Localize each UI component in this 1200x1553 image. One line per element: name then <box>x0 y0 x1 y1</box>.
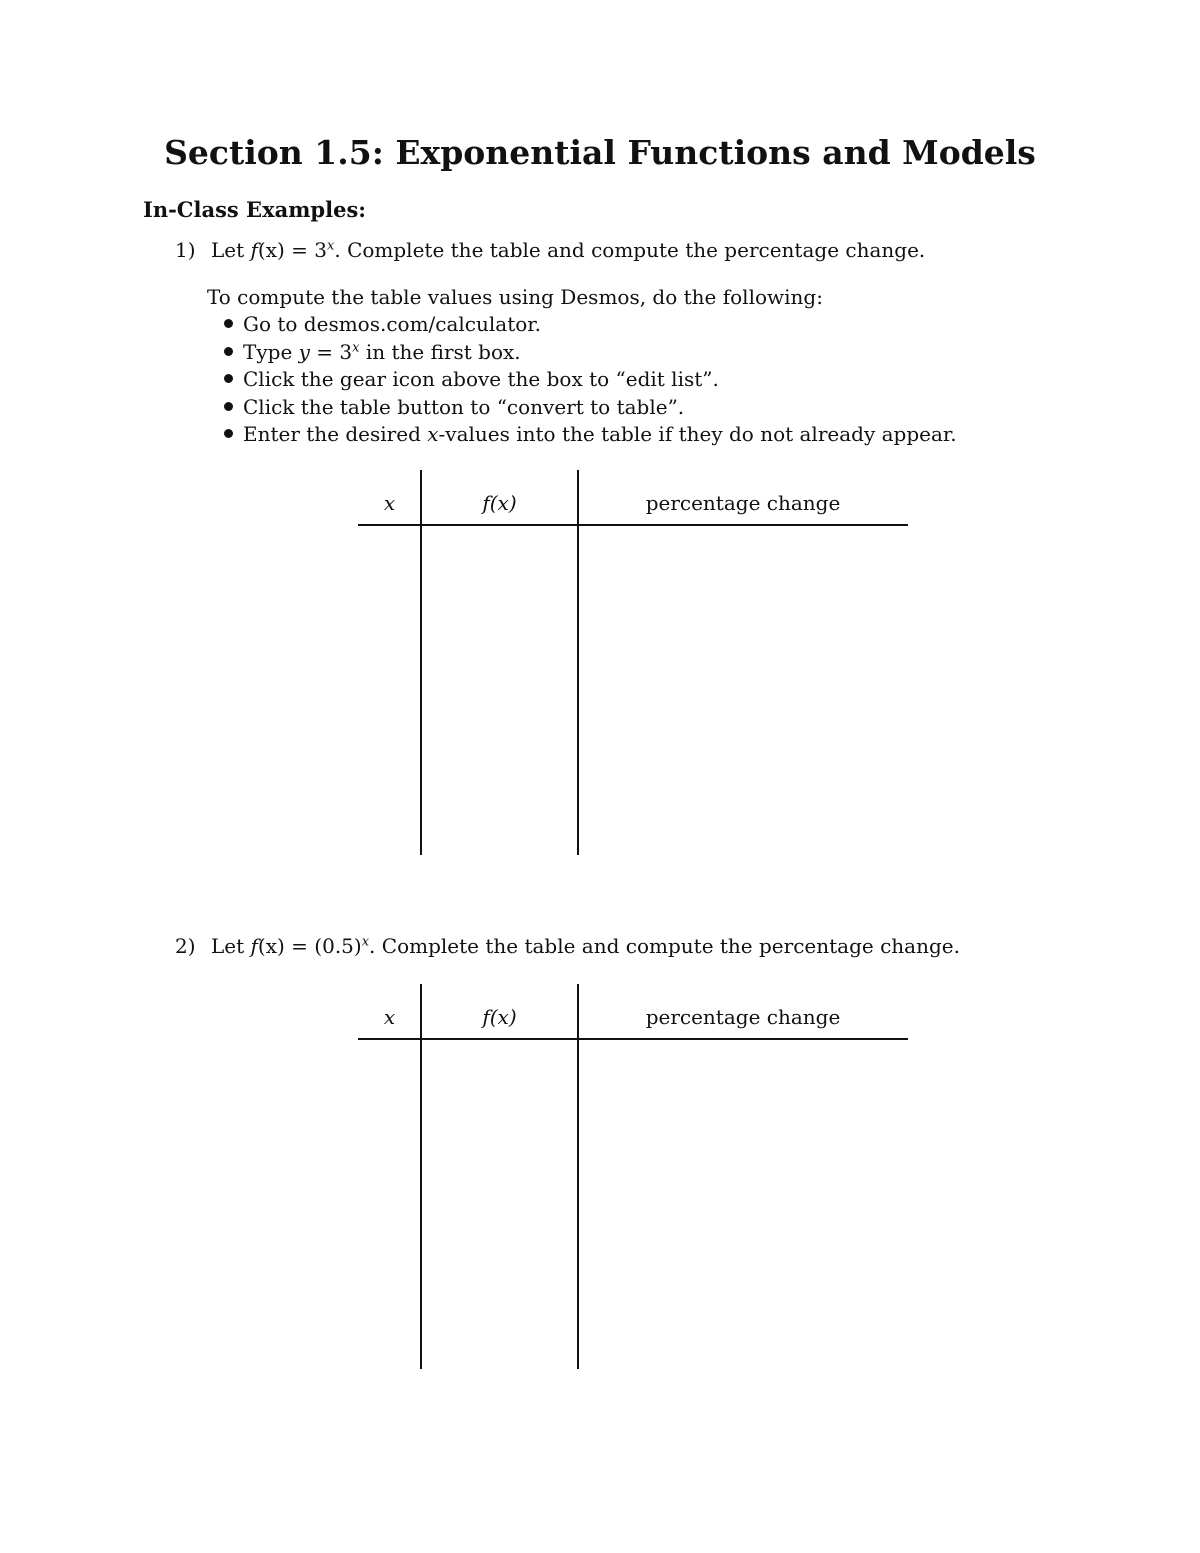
header-rule <box>358 524 908 526</box>
column-divider <box>420 984 422 1369</box>
bullet-icon <box>224 374 233 383</box>
header-fx: f(x) <box>482 491 517 515</box>
header-fx: f(x) <box>482 1005 517 1029</box>
problem-number: 2) <box>175 934 196 958</box>
page-title: Section 1.5: Exponential Functions and Models <box>164 133 1036 172</box>
header-percentage-change: percentage change <box>645 491 841 515</box>
header-rule <box>358 1038 908 1040</box>
desmos-intro: To compute the table values using Desmos, do the following: <box>207 285 823 309</box>
column-divider <box>577 470 579 855</box>
bullet-item: Enter the desired x-values into the table if they do not already appear. <box>224 422 957 446</box>
bullet-item: Type $y = 3^x$ in the first box. <box>224 340 521 364</box>
header-percentage-change: percentage change <box>645 1005 841 1029</box>
bullet-icon <box>224 347 233 356</box>
header-x: x <box>383 1005 396 1029</box>
column-divider <box>577 984 579 1369</box>
problem-1: 1) Let $f(x) = 3^x$. Complete the table and compute the percentage change. <box>175 238 926 262</box>
bullet-item: Click the gear icon above the box to “edit list”. <box>224 367 719 391</box>
bullet-icon <box>224 429 233 438</box>
bullet-item: Click the table button to “convert to table”. <box>224 395 684 419</box>
bullet-item: Go to desmos.com/calculator. <box>224 312 541 336</box>
problem-2: 2) Let $f(x) = (0.5)^x$. Complete the table and compute the percentage change. <box>175 934 960 958</box>
column-divider <box>420 470 422 855</box>
section-subheading: In-Class Examples: <box>143 197 367 222</box>
bullet-icon <box>224 402 233 411</box>
problem-number: 1) <box>175 238 196 262</box>
bullet-icon <box>224 319 233 328</box>
header-x: x <box>383 491 396 515</box>
